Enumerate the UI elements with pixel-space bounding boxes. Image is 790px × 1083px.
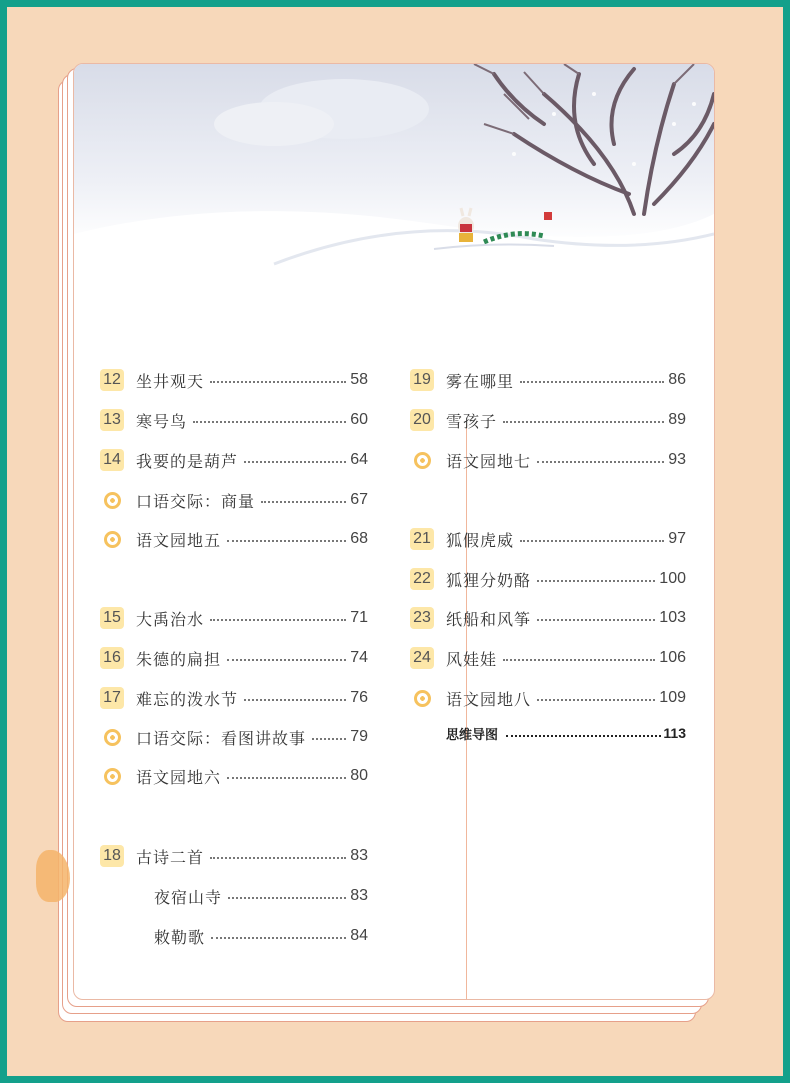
dot-leader <box>228 897 346 899</box>
dot-leader <box>244 461 346 463</box>
lesson-title: 雪孩子 <box>446 411 498 431</box>
poem-title: 夜宿山寺 <box>154 887 223 907</box>
page-number: 103 <box>659 609 686 626</box>
lesson-title: 朱德的扁担 <box>136 649 222 669</box>
toc-entry-22[interactable] <box>410 567 686 591</box>
toc-entry-language-garden-7[interactable] <box>410 448 686 472</box>
page-number: 83 <box>350 847 368 864</box>
page-number: 100 <box>659 570 686 587</box>
winter-scene-illustration <box>74 64 714 334</box>
toc-subentry-chile-song[interactable] <box>154 924 368 948</box>
dot-leader <box>261 501 346 503</box>
lesson-title: 语文园地六 <box>136 767 222 787</box>
page-number: 64 <box>350 451 368 468</box>
toc-entry-oral-communication-story[interactable] <box>100 725 368 749</box>
lesson-title: 语文园地五 <box>136 530 222 550</box>
ring-bullet-icon <box>100 492 124 509</box>
lesson-title: 我要的是葫芦 <box>136 451 239 471</box>
page-number: 109 <box>659 689 686 706</box>
page-number: 76 <box>350 689 368 706</box>
toc-subentry-night-mountain-temple[interactable] <box>154 884 368 908</box>
page-number: 86 <box>668 371 686 388</box>
lesson-title: 古诗二首 <box>136 847 205 867</box>
dot-leader <box>537 461 664 463</box>
page-number: 97 <box>668 530 686 547</box>
toc-entry-16[interactable] <box>100 646 368 670</box>
dot-leader <box>210 619 346 621</box>
lesson-number-badge: 14 <box>100 449 124 471</box>
dot-leader <box>244 699 346 701</box>
dot-leader <box>520 381 664 383</box>
dot-leader <box>227 540 346 542</box>
page-number: 80 <box>350 767 368 784</box>
toc-entry-13[interactable] <box>100 408 368 432</box>
toc-entry-language-garden-6[interactable] <box>100 764 368 788</box>
lesson-title: 难忘的泼水节 <box>136 689 239 709</box>
page-number: 106 <box>659 649 686 666</box>
page-number: 71 <box>350 609 368 626</box>
page-number: 68 <box>350 530 368 547</box>
lesson-title: 狐狸分奶酪 <box>446 570 532 590</box>
dot-leader <box>210 857 346 859</box>
page-number: 79 <box>350 728 368 745</box>
lesson-title: 寒号鸟 <box>136 411 188 431</box>
toc-entry-language-garden-5[interactable] <box>100 527 368 551</box>
lesson-title: 大禹治水 <box>136 609 205 629</box>
lesson-number-badge: 19 <box>410 369 434 391</box>
toc-entry-17[interactable] <box>100 686 368 710</box>
mind-map-title: 思维导图 <box>446 727 499 743</box>
lesson-number-badge: 22 <box>410 568 434 590</box>
dot-leader <box>537 619 655 621</box>
dot-leader <box>193 421 346 423</box>
dot-leader <box>520 540 664 542</box>
toc-entry-18[interactable] <box>100 844 368 868</box>
page-number: 89 <box>668 411 686 428</box>
column-divider <box>466 424 467 1000</box>
dot-leader <box>537 580 655 582</box>
ring-bullet-icon <box>100 729 124 746</box>
page-number: 83 <box>350 887 368 904</box>
poem-title: 敕勒歌 <box>154 927 206 947</box>
toc-entry-mind-map[interactable] <box>446 722 686 744</box>
lesson-title: 坐井观天 <box>136 371 205 391</box>
dot-leader <box>503 421 664 423</box>
lesson-number-badge: 16 <box>100 647 124 669</box>
lesson-number-badge: 20 <box>410 409 434 431</box>
dot-leader <box>210 381 346 383</box>
toc-entry-14[interactable] <box>100 448 368 472</box>
lesson-number-badge: 17 <box>100 687 124 709</box>
lesson-title: 风娃娃 <box>446 649 498 669</box>
page-number: 67 <box>350 491 368 508</box>
lesson-title: 语文园地七 <box>446 451 532 471</box>
ring-bullet-icon <box>100 531 124 548</box>
lesson-title: 口语交际：商量 <box>136 491 256 511</box>
ring-bullet-icon <box>410 452 434 469</box>
lesson-number-badge: 18 <box>100 845 124 867</box>
page-number: 58 <box>350 371 368 388</box>
lesson-number-badge: 24 <box>410 647 434 669</box>
toc-entry-24[interactable] <box>410 646 686 670</box>
page-number: 74 <box>350 649 368 666</box>
dot-leader <box>211 937 346 939</box>
dot-leader <box>312 738 346 740</box>
lesson-title: 口语交际：看图讲故事 <box>136 728 307 748</box>
page-number: 113 <box>663 725 686 741</box>
lesson-title: 狐假虎威 <box>446 530 515 550</box>
lesson-number-badge: 15 <box>100 607 124 629</box>
page-number: 60 <box>350 411 368 428</box>
page-number: 84 <box>350 927 368 944</box>
toc-entry-23[interactable] <box>410 606 686 630</box>
dot-leader <box>227 777 346 779</box>
toc-entry-20[interactable] <box>410 408 686 432</box>
toc-entry-21[interactable] <box>410 527 686 551</box>
toc-entry-12[interactable] <box>100 368 368 392</box>
toc-page <box>73 63 715 1000</box>
lesson-title: 雾在哪里 <box>446 371 515 391</box>
lesson-title: 纸船和风筝 <box>446 609 532 629</box>
toc-entry-19[interactable] <box>410 368 686 392</box>
lesson-number-badge: 12 <box>100 369 124 391</box>
lesson-number-badge: 13 <box>100 409 124 431</box>
toc-entry-15[interactable] <box>100 606 368 630</box>
toc-entry-language-garden-8[interactable] <box>410 686 686 710</box>
dot-leader <box>506 735 661 737</box>
lesson-title: 语文园地八 <box>446 689 532 709</box>
ring-bullet-icon <box>100 768 124 785</box>
page-number: 93 <box>668 451 686 468</box>
lesson-number-badge: 21 <box>410 528 434 550</box>
dot-leader <box>503 659 655 661</box>
lesson-number-badge: 23 <box>410 607 434 629</box>
ring-bullet-icon <box>410 690 434 707</box>
toc-entry-oral-communication-discuss[interactable] <box>100 488 368 512</box>
dot-leader <box>227 659 346 661</box>
dot-leader <box>537 699 655 701</box>
